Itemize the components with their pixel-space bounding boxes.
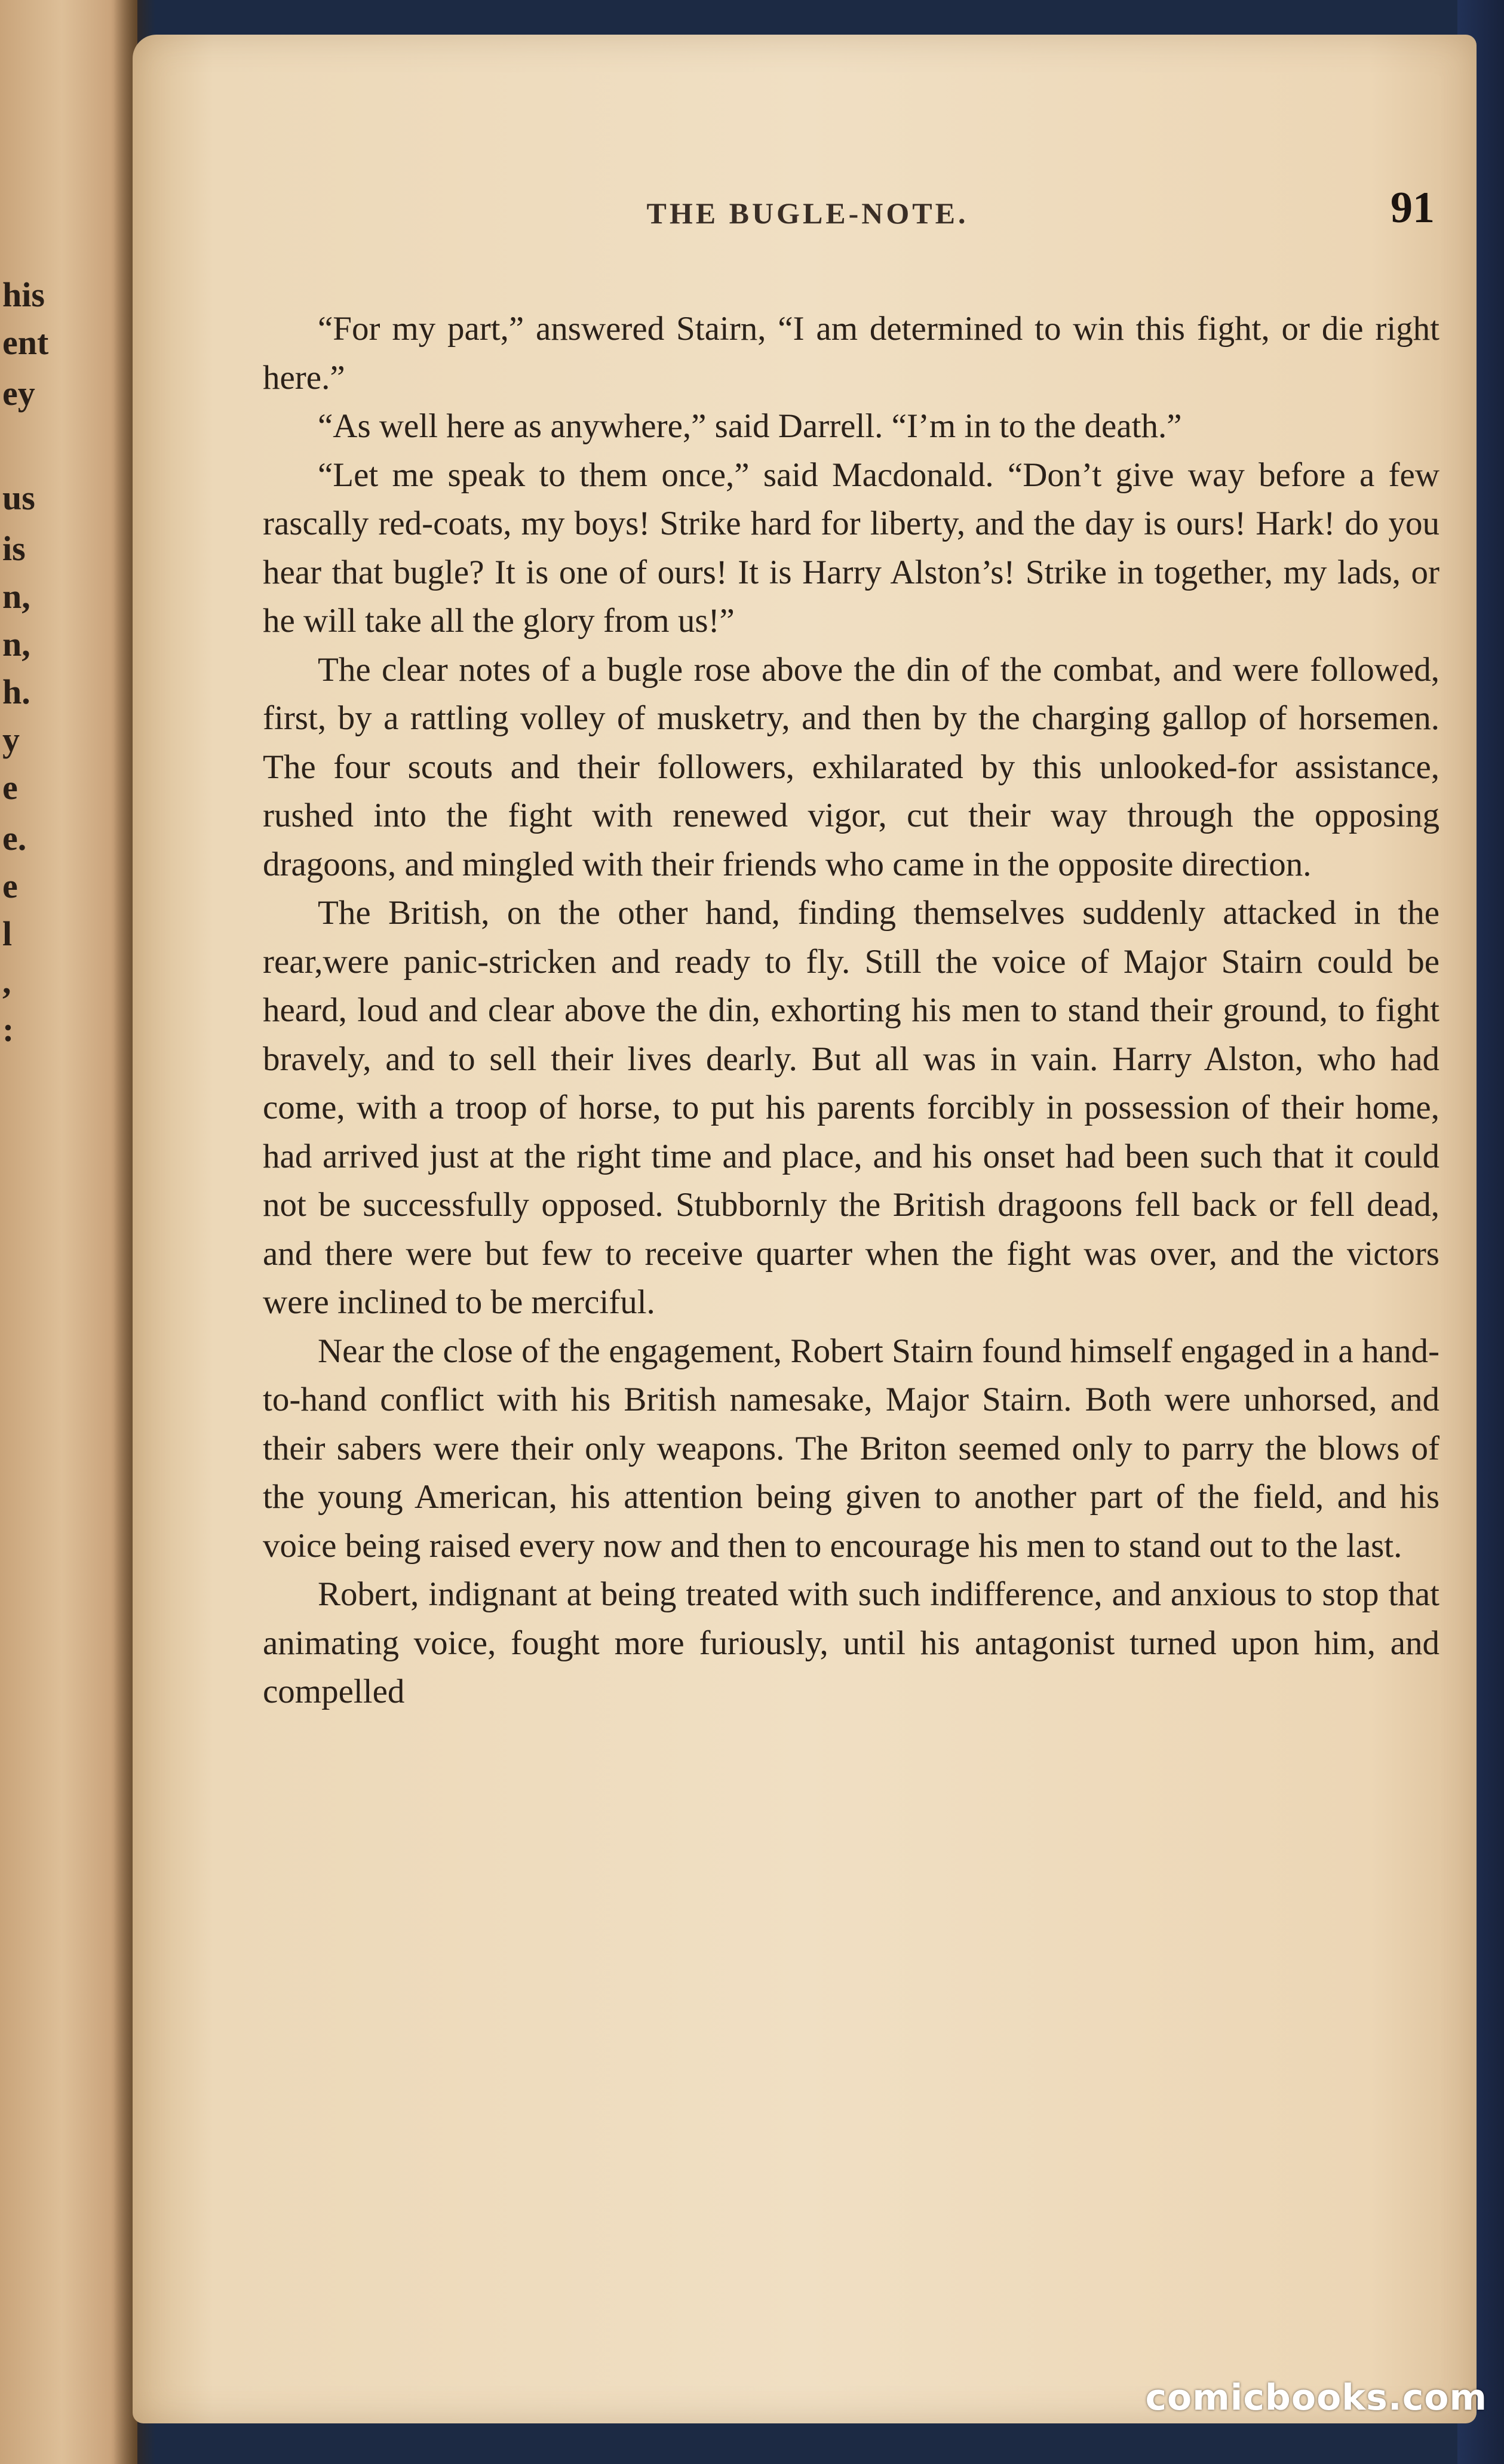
watermark: comicbooks.com [1145, 2377, 1487, 2419]
left-page-fragment: e [2, 867, 18, 905]
left-page-fragment: ey [2, 374, 35, 413]
book-page [133, 35, 1477, 2423]
left-page-fragment: is [2, 529, 26, 568]
left-page-fragment: e [2, 768, 18, 807]
paragraph: “For my part,” answered Stairn, “I am determined to win this fight, or die right here.” [263, 310, 1439, 397]
left-page-fragment: l [2, 914, 13, 953]
left-page-fragment: : [2, 1010, 14, 1049]
left-page-fragment: y [2, 720, 20, 759]
body-text [263, 305, 1439, 1716]
paragraph: Near the close of the engagement, Robert Stairn found himself engaged in a hand-to-hand conflict with his British namesake, Major Stairn. Both were unhorsed, and their sabers were their only weapons. The Briton seemed only to parry the blows of the young American, his attention being given to another part of the field, and his voice being raised every now and then to encourage his men to stand out to the last. [263, 1332, 1439, 1565]
paragraph: Robert, indignant at being treated with such indifference, and anxious to stop that animating voice, fought more furiously, until his antagonist turned upon him, and compelled [263, 1575, 1439, 1710]
left-page-fragment: , [2, 962, 11, 1001]
paragraph: The clear notes of a bugle rose above the din of the combat, and were followed, first, by a rattling volley of musketry, and then by the charging gallop of horsemen. The four scouts and their followers, exhilarated by this unlooked-for assistance, rushed into the fight with renewed vigor, cut their way through the opposing dragoons, and mingled with their friends who came in the opposite direction. [263, 650, 1439, 883]
left-page-fragment: h. [2, 672, 30, 711]
left-page-fragment: n, [2, 577, 30, 616]
left-page-fragment: us [2, 478, 35, 517]
paragraph: The British, on the other hand, finding themselves suddenly attacked in the rear,were panic-stricken and ready to fly. Still the voice of Major Stairn could be heard, loud and clear above the din, exhorting his men to stand their ground, to fight bravely, and to sell their lives dearly. But all was in vain. Harry Alston, who had come, with a troop of horse, to put his parents forcibly in possession of their home, had arrived just at the right time and place, and his onset had been such that it could not be successfully opposed. Stubbornly the British dragoons fell back or fell dead, and there were but few to receive quarter when the fight was over, and the victors were inclined to be merciful. [263, 894, 1439, 1321]
left-page-fragment: e. [2, 819, 27, 858]
left-page-fragment: his [2, 275, 45, 314]
left-page-fragment: ent [2, 323, 49, 362]
paragraph: “As well here as anywhere,” said Darrell. “I’m in to the death.” [318, 407, 1182, 445]
paragraph: “Let me speak to them once,” said Macdonald. “Don’t give way before a few rascally red-coats, my boys! Strike hard for liberty, and the day is ours! Hark! do you hear that bugle? It is one of ours! It is Harry Alston’s! Strike in together, my lads, or he will take all the glory from us!” [263, 456, 1439, 640]
page-number: 91 [1391, 183, 1435, 232]
left-page-fragment: n, [2, 625, 30, 663]
running-head: THE BUGLE-NOTE. [646, 196, 969, 230]
